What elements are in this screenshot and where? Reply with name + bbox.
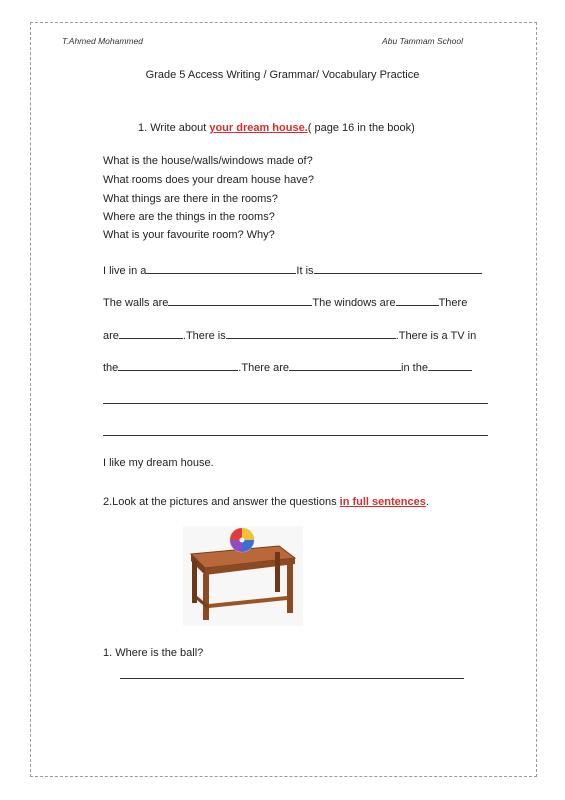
blank-field[interactable]	[146, 262, 296, 274]
fill-text: The walls are	[103, 297, 169, 309]
blank-field[interactable]	[226, 327, 396, 339]
blank-field[interactable]	[289, 359, 401, 371]
q2-highlight: in full sentences	[339, 496, 426, 508]
blank-field[interactable]	[428, 359, 472, 371]
answer-line[interactable]	[120, 678, 464, 679]
fill-text: The windows are	[312, 297, 396, 309]
guide-question: What rooms does your dream house have?	[103, 174, 314, 186]
question-2-item-1: 1. Where is the ball?	[103, 647, 204, 659]
table-ball-picture	[183, 526, 303, 626]
q2-suffix: .	[425, 496, 429, 508]
page-border	[30, 22, 537, 777]
blank-field[interactable]	[168, 294, 312, 306]
guide-question: What things are there in the rooms?	[103, 193, 278, 205]
fill-line-3	[103, 327, 476, 342]
fill-line-2	[103, 294, 467, 309]
q1-suffix: ( page 16 in the book)	[307, 122, 415, 134]
fill-text: in the	[401, 362, 428, 374]
guide-question: What is your favourite room? Why?	[103, 229, 275, 241]
fill-text: I live in a	[103, 265, 147, 277]
q1-highlight: your dream house.	[209, 122, 308, 134]
table-ball-illustration	[183, 526, 303, 626]
question-1-heading	[138, 122, 415, 134]
guide-question: Where are the things in the rooms?	[103, 211, 275, 223]
blank-field[interactable]	[118, 359, 238, 371]
fill-text: .There is	[182, 330, 226, 342]
fill-text: There	[438, 297, 468, 309]
closing-sentence: I like my dream house.	[103, 457, 214, 469]
guide-question: What is the house/walls/windows made of?	[103, 155, 313, 167]
fill-line-4	[103, 359, 472, 374]
page-title: Grade 5 Access Writing / Grammar/ Vocabulary Practice	[145, 69, 420, 81]
fill-text: .There is a TV in	[395, 330, 477, 342]
fill-text: It is	[296, 265, 314, 277]
writing-line[interactable]	[103, 403, 488, 404]
writing-line[interactable]	[103, 435, 488, 436]
blank-field[interactable]	[396, 294, 439, 306]
fill-text: the	[103, 362, 119, 374]
question-2-heading	[103, 496, 429, 508]
fill-text: .There are	[238, 362, 290, 374]
q2-prefix: 2.Look at the pictures and answer the questions	[103, 496, 340, 508]
teacher-name: T.Ahmed Mohammed	[62, 36, 143, 46]
fill-line-1	[103, 262, 482, 277]
blank-field[interactable]	[119, 327, 183, 339]
fill-text: are	[103, 330, 119, 342]
q1-prefix: 1. Write about	[138, 122, 210, 134]
blank-field[interactable]	[314, 262, 482, 274]
school-name: Abu Tammam School	[382, 36, 463, 46]
